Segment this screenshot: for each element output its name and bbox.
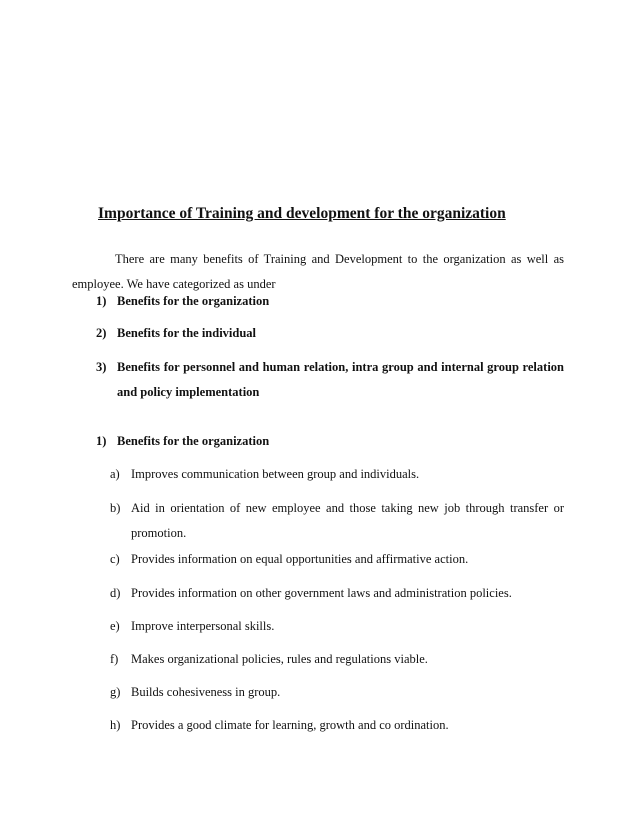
list-item-text: Provides a good climate for learning, growth and co ordination. [131,718,449,732]
intro-paragraph: There are many benefits of Training and Development to the organization as well as employee. We have categorized as under [72,252,564,291]
list-letter: g) [110,685,121,699]
list-item-text-line2: promotion. [131,526,187,540]
list-item-text: Provides information on equal opportunities and affirmative action. [131,552,469,566]
list-letter: e) [110,619,120,633]
list-item-text: Improve interpersonal skills. [131,619,275,633]
list-item-text: Provides information on other government laws and administration policies. [131,586,512,600]
list-number: 3) [96,360,107,374]
list-letter: d) [110,586,121,600]
list-item-text-line1: Benefits for personnel and human relation, intra group and internal group relation [117,360,564,374]
section-heading-text: Benefits for the organization [117,434,270,448]
list-item-text: Makes organizational policies, rules and regulations viable. [131,652,428,666]
list-item-text-line1: Aid in orientation of new employee and those taking new job through transfer or [131,501,564,515]
list-letter: b) [110,501,121,515]
list-number: 1) [96,434,107,448]
list-number: 1) [96,294,107,308]
list-letter: c) [110,552,120,566]
list-item-text: Improves communication between group and individuals. [131,467,420,481]
list-item-text: Benefits for the organization [117,294,270,308]
list-item-text-line2: and policy implementation [117,385,260,399]
list-item-text: Benefits for the individual [117,326,257,340]
list-letter: h) [110,718,121,732]
list-number: 2) [96,326,107,340]
list-letter: a) [110,467,120,481]
list-item-text: Builds cohesiveness in group. [131,685,281,699]
page-title: Importance of Training and development for the organization [98,205,506,222]
list-letter: f) [110,652,119,666]
